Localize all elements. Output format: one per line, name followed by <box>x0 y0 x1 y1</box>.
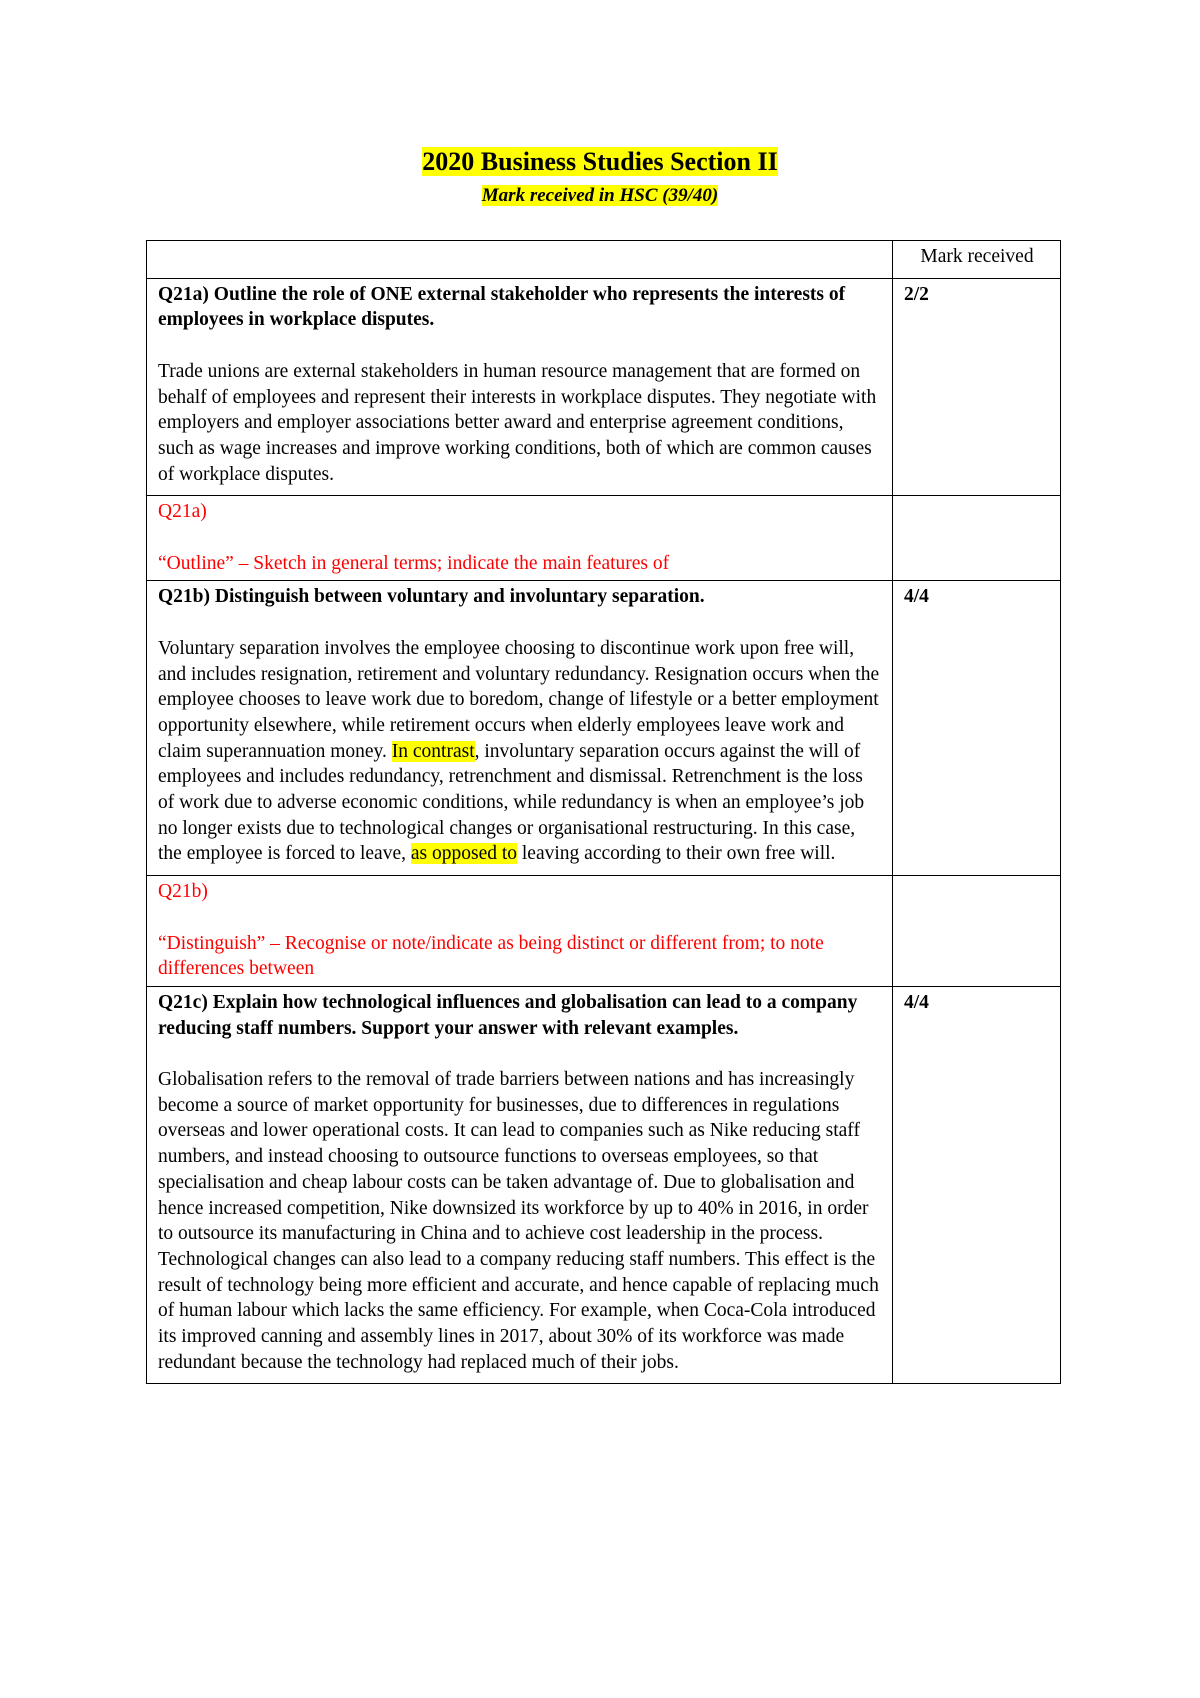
question-text: Q21a) Outline the role of ONE external stakeholder who represents the interests of employees in workplace disputes. <box>158 283 846 331</box>
note-cell <box>147 876 893 987</box>
note-definition: “Distinguish” – Recognise or note/indicate as being distinct or different from; to note differences between <box>158 932 824 980</box>
question-cell <box>147 986 893 1384</box>
document-title <box>0 146 1200 178</box>
answer-text <box>158 636 882 867</box>
highlighted-phrase: as opposed to <box>410 843 518 865</box>
title-highlight: 2020 Business Studies Section II <box>422 147 778 176</box>
question-cell <box>147 278 893 496</box>
note-cell <box>147 496 893 581</box>
table-row <box>147 581 1061 876</box>
questions-table <box>146 240 1061 1384</box>
mark-cell: 4/4 <box>893 986 1061 1384</box>
mark-cell: 4/4 <box>893 581 1061 876</box>
question-text: Q21b) Distinguish between voluntary and involuntary separation. <box>158 586 705 608</box>
table-header-row <box>147 241 1061 279</box>
mark-cell-empty <box>893 876 1061 987</box>
answer-text: Globalisation refers to the removal of trade barriers between nations and has increasingly become a source of market opportunity for businesses, due to differences in regulations overseas and lower operational costs. It can lead to companies such as Nike reducing staff numbers, and instead choosing to outsource functions to overseas employees, so that specialisation and cheap labour costs can be taken advantage of. Due to globalisation and hence increased competition, Nike downsized its workforce by up to 40% in 2016, in order to outsource its manufacturing in China and to achieve cost leadership in the process. Technological changes can also lead to a company reducing staff numbers. This effect is the result of technology being more efficient and accurate, and hence capable of replacing much of human labour which lacks the same efficiency. For example, when Coca-Cola introduced its improved canning and assembly lines in 2017, about 30% of its workforce was made redundant because the technology had replaced much of their jobs. <box>158 1069 879 1373</box>
answer-segment: leaving according to their own free will. <box>517 843 836 865</box>
table-row <box>147 278 1061 496</box>
answer-text: Trade unions are external stakeholders in human resource management that are formed on behalf of employees and represent their interests in workplace disputes. They negotiate with employers and employer associations better award and enterprise agreement conditions, such as wage increases and improve working conditions, both of which are common causes of workplace disputes. <box>158 360 877 485</box>
subtitle-highlight: Mark received in HSC (39/40) <box>481 185 719 206</box>
question-cell <box>147 581 893 876</box>
table-row <box>147 986 1061 1384</box>
question-text: Q21c) Explain how technological influences and globalisation can lead to a company reducing staff numbers. Support your answer with relevant examples. <box>158 991 858 1039</box>
document-subtitle <box>0 184 1200 208</box>
note-definition: “Outline” – Sketch in general terms; indicate the main features of <box>158 552 670 574</box>
answer-segment: , involuntary separation occurs against the will of employees and includes redundancy, retrenchment and dismissal. Retrenchment is the loss of work due to adverse economic conditions, while redundancy is when an employee’s job no longer exists due to technological changes or organisational restructuring. In this case, the employee is forced to leave, <box>158 740 865 865</box>
mark-cell: 2/2 <box>893 278 1061 496</box>
table-row <box>147 496 1061 581</box>
question-column-header <box>147 241 893 279</box>
mark-column-header: Mark received <box>893 241 1061 279</box>
answer-segment: Voluntary separation involves the employee choosing to discontinue work upon free will, and includes resignation, retirement and voluntary redundancy. Resignation occurs when the employee chooses to leave work due to boredom, change of lifestyle or a better employment opportunity elsewhere, while retirement occurs when elderly employees leave work and claim superannuation money. <box>158 637 880 762</box>
mark-cell-empty <box>893 496 1061 581</box>
highlighted-phrase: In contrast <box>391 740 475 762</box>
table-row <box>147 876 1061 987</box>
note-label: Q21b) <box>158 881 208 903</box>
note-label: Q21a) <box>158 501 207 523</box>
